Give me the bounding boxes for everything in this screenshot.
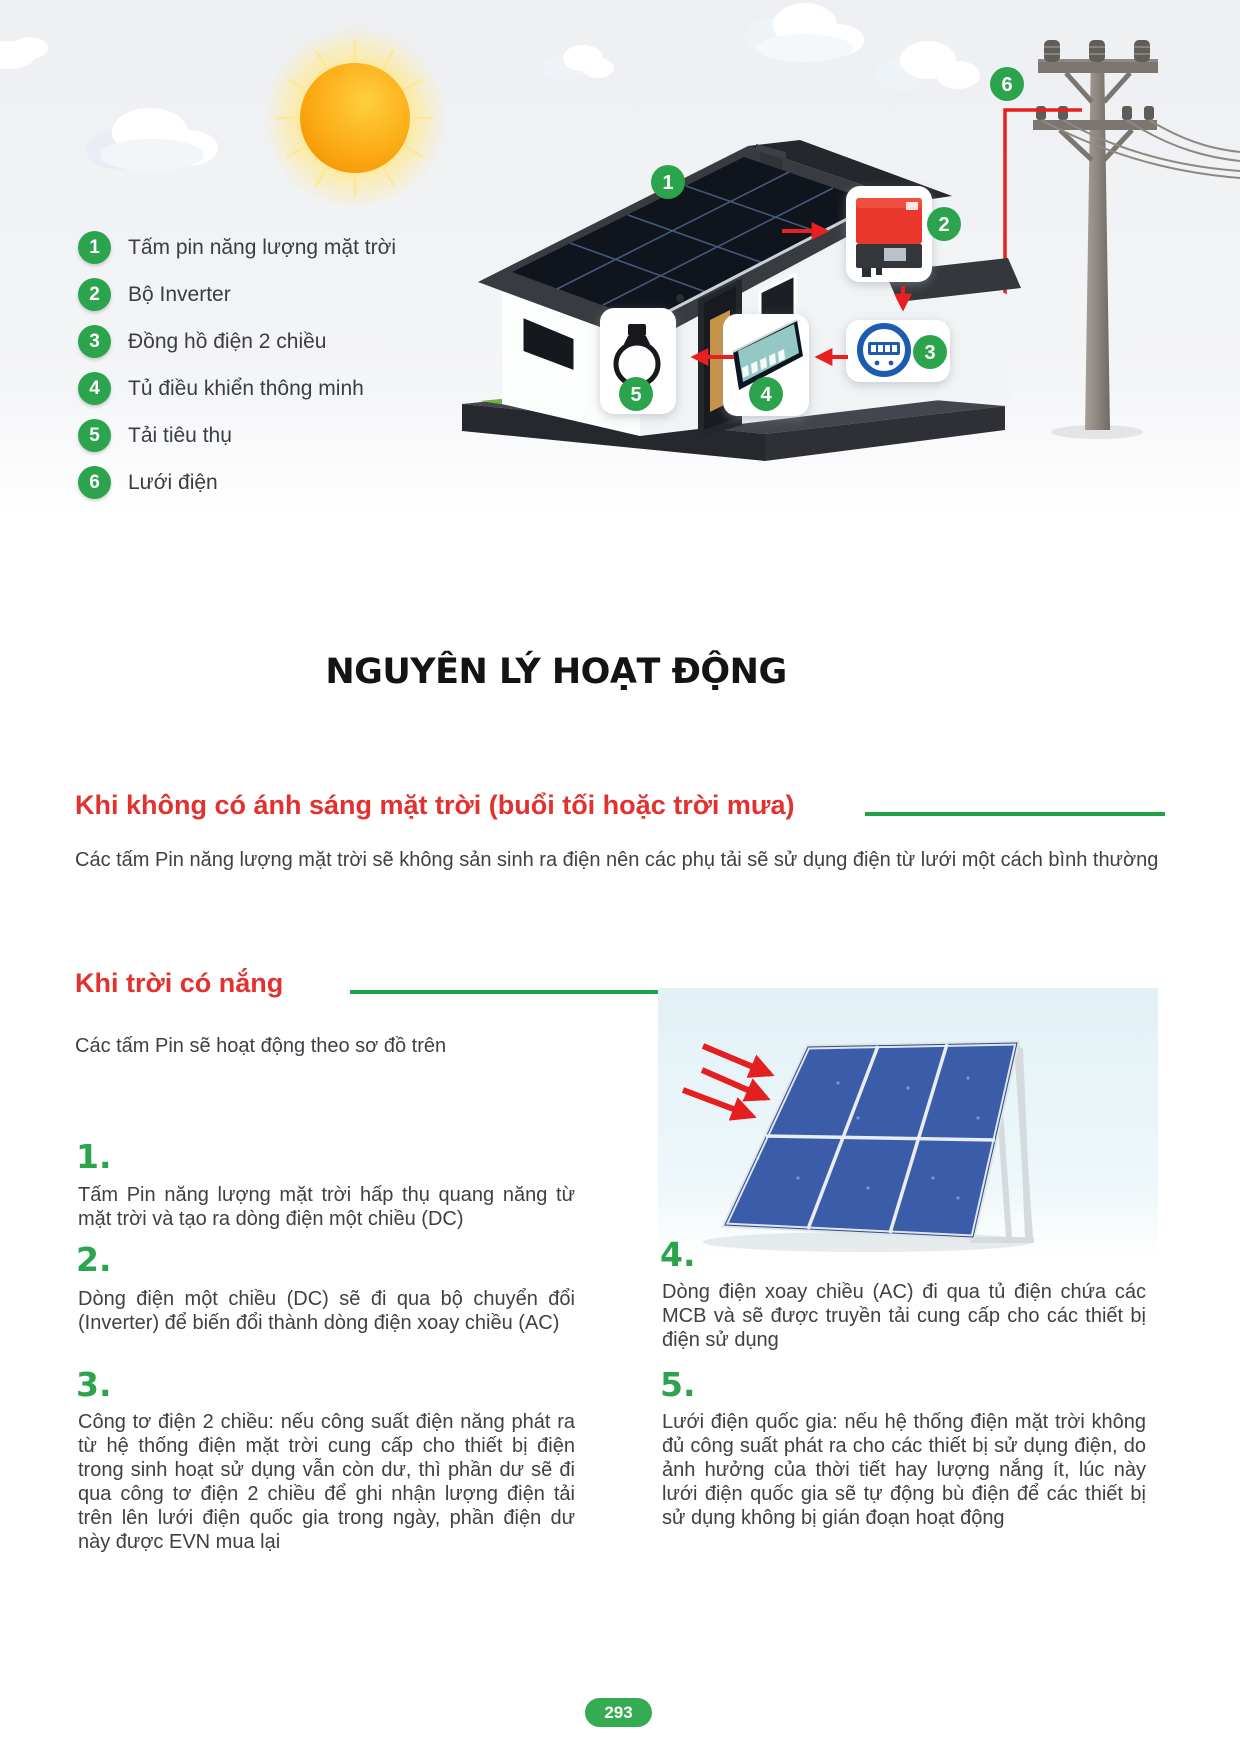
divider-line: [350, 990, 660, 994]
solar-panel-image: [658, 988, 1158, 1260]
no-sun-body: Các tấm Pin năng lượng mặt trời sẽ không sản sinh ra điện nên các phụ tải sẽ sử dụng điện từ lưới một cách bình thường: [75, 849, 1159, 871]
heading-no-sun: Khi không có ánh sáng mặt trời (buổi tối hoặc trời mưa): [75, 790, 795, 820]
legend-badge: 2: [78, 278, 111, 311]
svg-text:5: 5: [630, 384, 642, 406]
sun-icon: [263, 26, 447, 210]
page-title: NGUYÊN LÝ HOẠT ĐỘNG: [325, 652, 787, 692]
legend: [78, 231, 396, 513]
svg-text:2: 2: [938, 214, 950, 236]
step-text: Tấm Pin năng lượng mặt trời hấp thụ quang năng từ mặt trời và tạo ra dòng điện một chiều (DC): [78, 1184, 575, 1230]
page-number-badge: 293: [585, 1698, 652, 1727]
svg-text:3: 3: [924, 342, 936, 364]
step-text: Công tơ điện 2 chiều: nếu công suất điện năng phát ra từ hệ thống điện mặt trời cung cấp cho thiết bị điện trong sinh hoạt sử dụng vẫn còn dư, thì phần dư sẽ đi qua công tơ điện 2 chiều để ghi nhận lượng điện tải trên lên lưới điện quốc gia trong ngày, phần điện dư này được EVN mua lại: [78, 1411, 575, 1553]
marker-4: [749, 377, 783, 411]
step-text: Lưới điện quốc gia: nếu hệ thống điện mặt trời không đủ công suất phát ra cho các thiết bị sử dụng điện, do ảnh hưởng của thời tiết hay lượng nắng ít, lúc này lưới điện quốc gia sẽ tự động bù điện để các thiết bị sử dụng không bị gián đoạn hoạt động: [662, 1411, 1146, 1529]
marker-1: [651, 165, 685, 199]
step-number: 3.: [76, 1365, 112, 1404]
svg-text:6: 6: [1001, 74, 1013, 96]
legend-item: [78, 278, 396, 311]
legend-badge: 4: [78, 372, 111, 405]
legend-badge: 6: [78, 466, 111, 499]
legend-item: [78, 372, 396, 405]
legend-label: Lưới điện: [128, 470, 218, 494]
step-number: 2.: [76, 1240, 112, 1279]
legend-item: [78, 231, 396, 264]
legend-label: Bộ Inverter: [128, 282, 231, 306]
legend-badge: 1: [78, 231, 111, 264]
legend-label: Tấm pin năng lượng mặt trời: [128, 235, 397, 259]
hero-illustration: [0, 0, 1240, 515]
legend-label: Đồng hồ điện 2 chiều: [128, 329, 327, 353]
marker-5: [619, 377, 653, 411]
heading-sunny: Khi trời có nắng: [75, 968, 284, 998]
svg-text:1: 1: [662, 172, 674, 194]
svg-text:4: 4: [760, 384, 772, 406]
step-text: Dòng điện xoay chiều (AC) đi qua tủ điện chứa các MCB và sẽ được truyền tải cung cấp cho các thiết bị điện sử dụng: [662, 1281, 1146, 1351]
legend-label: Tải tiêu thụ: [128, 423, 232, 447]
legend-item: [78, 466, 396, 499]
inverter-card: [846, 186, 932, 282]
sunny-body: Các tấm Pin sẽ hoạt động theo sơ đồ trên: [75, 1035, 447, 1057]
divider-line: [865, 812, 1165, 816]
step-number: 4.: [660, 1235, 696, 1274]
step-number: 5.: [660, 1365, 696, 1404]
legend-label: Tủ điều khiển thông minh: [128, 376, 364, 400]
legend-badge: 3: [78, 325, 111, 358]
legend-item: [78, 325, 396, 358]
legend-item: [78, 419, 396, 452]
marker-3: [913, 335, 947, 369]
step-number: 1.: [76, 1137, 112, 1176]
step-text: Dòng điện một chiều (DC) sẽ đi qua bộ chuyển đổi (Inverter) để biến đổi thành dòng điện xoay chiều (AC): [78, 1288, 575, 1334]
legend-badge: 5: [78, 419, 111, 452]
marker-2: [927, 207, 961, 241]
marker-6: [990, 67, 1024, 101]
